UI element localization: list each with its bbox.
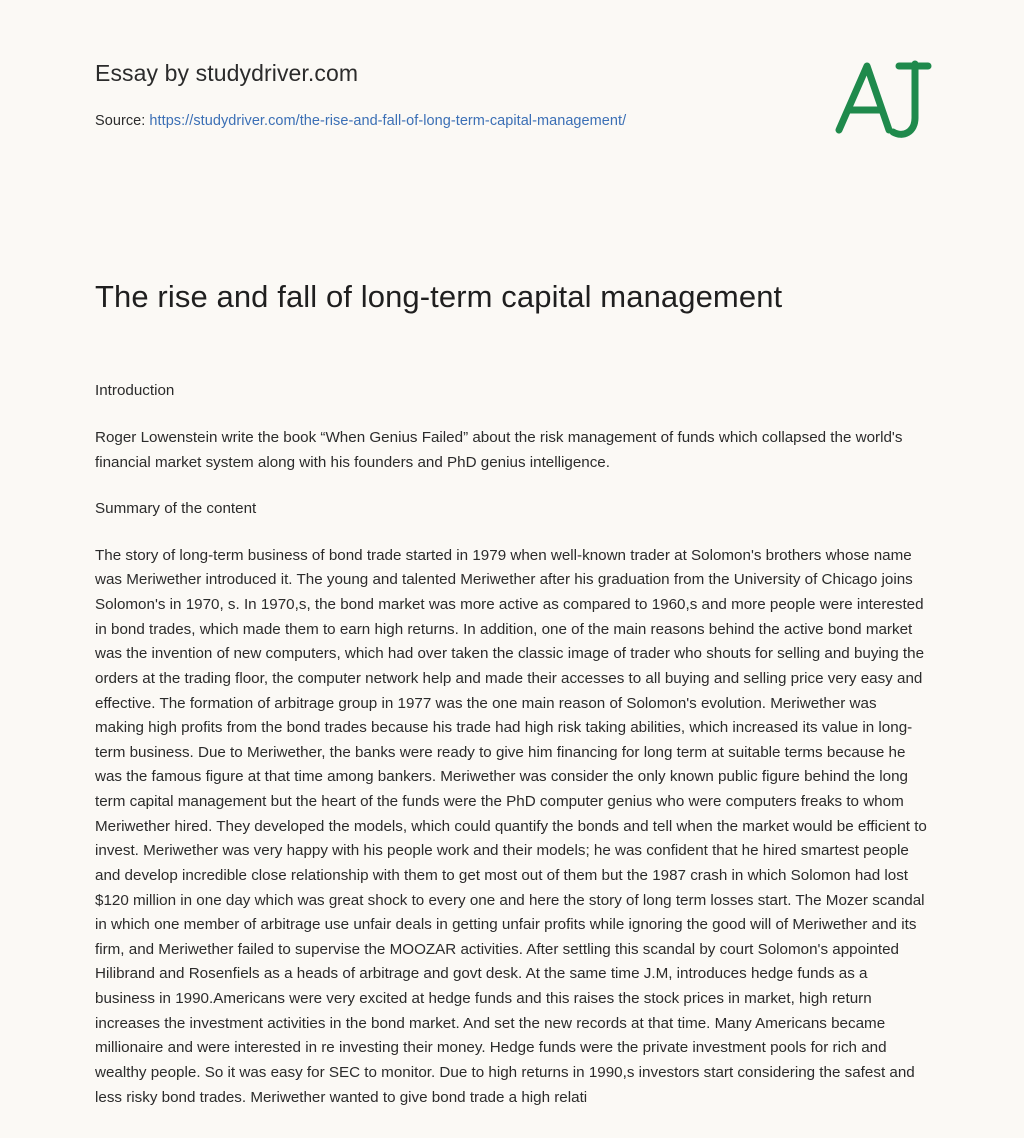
source-label: Source: — [95, 113, 146, 129]
source-line — [95, 113, 929, 129]
paragraph-introduction: Roger Lowenstein write the book “When Genius Failed” about the risk management of funds which collapsed the world's financial market system along with his founders and PhD genius intelligence. — [95, 428, 903, 471]
source-url-link[interactable]: https://studydriver.com/the-rise-and-fall-of-long-term-capital-management/ — [149, 113, 627, 129]
studydriver-a-logo-icon — [829, 52, 939, 152]
page-title: The rise and fall of long-term capital management — [95, 279, 783, 314]
paragraph-summary: The story of long-term business of bond trade started in 1979 when well-known trader at Solomon's brothers whose name was Meriwether introduced it. The young and talented Meriwether after his graduation from the University of Chicago joins Solomon's in 1970, s. In 1970,s, the bond market was more active as compared to 1960,s and more people were interested in bond trades, which made them to earn high returns. In addition, one of the main reasons behind the active bond market was the invention of new computers, which had over taken the classic image of trader who shouts for selling and buying the orders at the trading floor, the computer network help and made their accesses to all buying and selling price very easy and effective. The formation of arbitrage group in 1977 was the one main reason of Solomon's evolution. Meriwether was making high profits from the bond trades because his trade had high risk taking abilities, which increased its value in long-term business. Due to Meriwether, the banks were ready to give him financing for long term at suitable terms because he was the famous figure at that time among bankers. Meriwether was consider the only known public figure behind the long term capital management but the heart of the funds were the PhD computer genius who were computers freaks to whom Meriwether hired. They developed the models, which could quantify the bonds and tell when the market would be efficient to invest. Meriwether was very happy with his people work and their models; he was confident that he hired smartest people and develop incredible close relationship with them to get most out of them but the 1987 crash in which Solomon had lost $120 million in one day which was great shock to every one and here the story of long term losses start. The Mozer scandal in which one member of arbitrage use unfair deals in getting unfair profits while ignoring the good will of Meriwether and its firm, and Meriwether failed to supervise the MOOZAR activities. After settling this scandal by court Solomon's appointed Hilibrand and Rosenfiels as a heads of arbitrage and govt desk. At the same time J.M, introduces hedge funds as a business in 1990.Americans were very excited at hedge funds and this raises the stock prices in market, high return increases the investment activities in the bond market. And set the new records at that time. Many Americans became millionaire and were interested in re investing their money. Hedge funds were the private investment pools for rich and wealthy people. So it was easy for SEC to monitor. Due to high returns in 1990,s investors start considering the safest and less risky bond trades. Meriwether wanted to give bond trade a high relati — [95, 546, 927, 1106]
document-body — [95, 379, 929, 1110]
essay-byline: Essay by studydriver.com — [95, 60, 359, 86]
section-heading-summary: Summary of the content — [95, 500, 257, 518]
section-heading-introduction: Introduction — [95, 382, 175, 400]
document-header — [95, 60, 929, 129]
